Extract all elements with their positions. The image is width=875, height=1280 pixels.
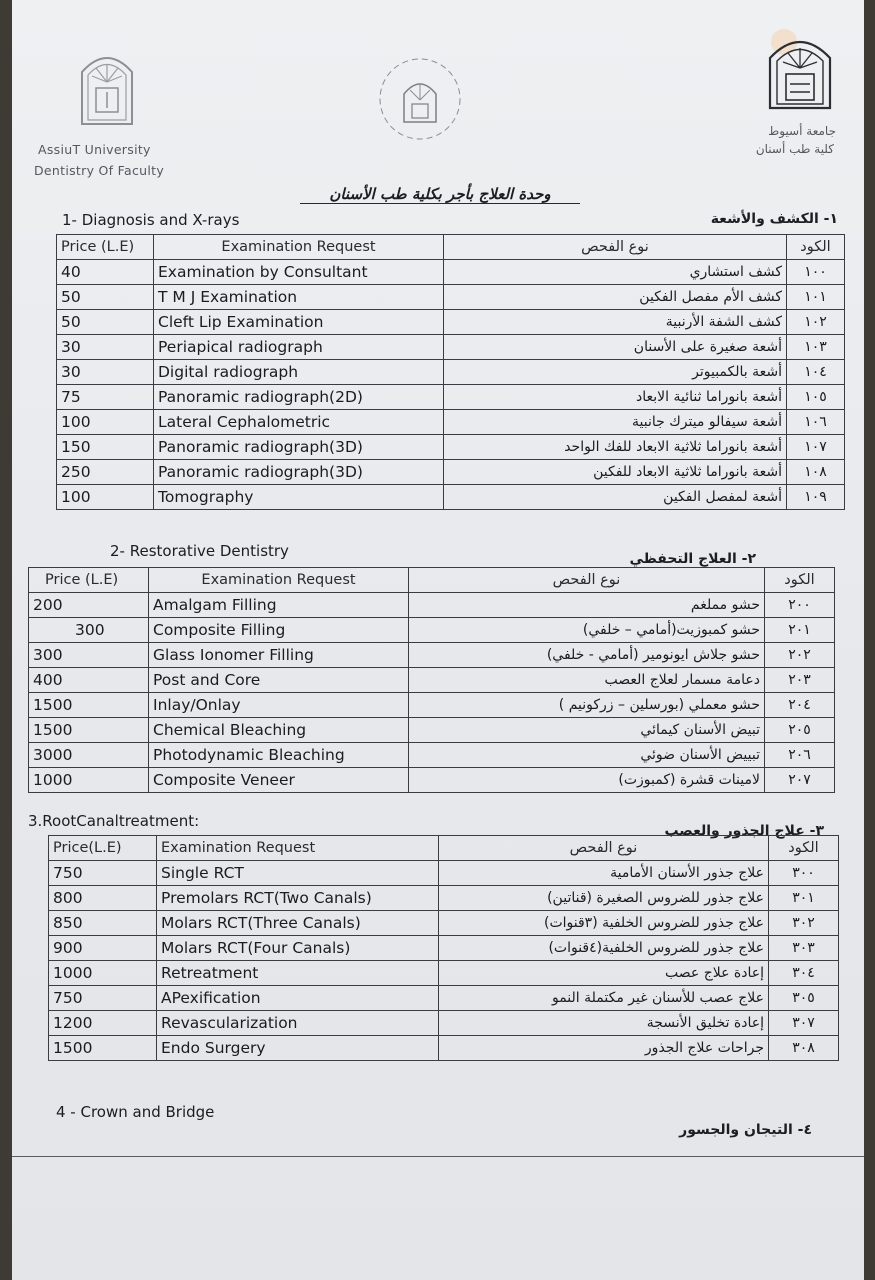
- arabic-cell: أشعة بانوراما ثنائية الابعاد: [444, 385, 787, 410]
- code-cell: ٢٠٤: [765, 693, 835, 718]
- table-row: [49, 1011, 839, 1036]
- request-cell: Digital radiograph: [154, 360, 444, 385]
- arabic-header: نوع الفحص: [439, 836, 769, 861]
- request-cell: Amalgam Filling: [149, 593, 409, 618]
- arabic-cell: دعامة مسمار لعلاج العصب: [409, 668, 765, 693]
- arabic-cell: جراحات علاج الجذور: [439, 1036, 769, 1061]
- code-cell: ٣٠٠: [769, 861, 839, 886]
- request-cell: T M J Examination: [154, 285, 444, 310]
- arabic-cell: تبيض الأسنان كيمائي: [409, 718, 765, 743]
- price-cell: 300: [29, 643, 149, 668]
- table-row: [49, 886, 839, 911]
- table-row: [57, 285, 845, 310]
- code-cell: ١٠٠: [787, 260, 845, 285]
- request-header: Examination Request: [154, 235, 444, 260]
- code-cell: ٢٠٥: [765, 718, 835, 743]
- request-cell: Chemical Bleaching: [149, 718, 409, 743]
- table-row: [57, 485, 845, 510]
- code-cell: ١٠٧: [787, 435, 845, 460]
- arabic-header: نوع الفحص: [444, 235, 787, 260]
- code-header: الكود: [769, 836, 839, 861]
- price-cell: 800: [49, 886, 157, 911]
- arabic-cell: علاج جذور للضروس الخلفية(٤قنوات): [439, 936, 769, 961]
- code-cell: ٢٠٢: [765, 643, 835, 668]
- code-cell: ٢٠٣: [765, 668, 835, 693]
- price-cell: 100: [57, 485, 154, 510]
- request-cell: Panoramic radiograph(3D): [154, 460, 444, 485]
- table-row: [49, 911, 839, 936]
- code-cell: ١٠٤: [787, 360, 845, 385]
- section-title-ar: ٤- التيجان والجسور: [679, 1122, 812, 1138]
- arabic-cell: أشعة لمفصل الفكين: [444, 485, 787, 510]
- price-cell: 750: [49, 986, 157, 1011]
- request-cell: Endo Surgery: [157, 1036, 439, 1061]
- code-cell: ١٠٩: [787, 485, 845, 510]
- request-cell: Periapical radiograph: [154, 335, 444, 360]
- code-cell: ٢٠٠: [765, 593, 835, 618]
- arabic-cell: أشعة بالكمبيوتر: [444, 360, 787, 385]
- arabic-cell: علاج عصب للأسنان غير مكتملة النمو: [439, 986, 769, 1011]
- price-table: [56, 234, 845, 510]
- price-cell: 1500: [29, 693, 149, 718]
- price-cell: 75: [57, 385, 154, 410]
- request-cell: Molars RCT(Four Canals): [157, 936, 439, 961]
- section-title-en: 2- Restorative Dentistry: [110, 542, 289, 560]
- price-table: [48, 835, 839, 1061]
- price-cell: 40: [57, 260, 154, 285]
- table-row: [57, 260, 845, 285]
- arabic-cell: علاج جذور للضروس الصغيرة (قناتين): [439, 886, 769, 911]
- arabic-cell: أشعة صغيرة على الأسنان: [444, 335, 787, 360]
- section-title-ar: ٢- العلاج التحفظي: [629, 551, 756, 567]
- price-cell: 1500: [29, 718, 149, 743]
- table-row: [29, 693, 835, 718]
- table-row: [29, 668, 835, 693]
- table-row: [29, 593, 835, 618]
- arabic-cell: أشعة بانوراما ثلاثية الابعاد للفك الواحد: [444, 435, 787, 460]
- arabic-cell: كشف الشفة الأرنبية: [444, 310, 787, 335]
- table-row: [29, 643, 835, 668]
- section-title-en: 1- Diagnosis and X-rays: [62, 211, 240, 229]
- code-cell: ١٠٢: [787, 310, 845, 335]
- price-cell: 250: [57, 460, 154, 485]
- request-cell: Post and Core: [149, 668, 409, 693]
- request-cell: Tomography: [154, 485, 444, 510]
- university-name-en: AssiuT University: [38, 142, 151, 157]
- arabic-cell: علاج جذور للضروس الخلفية (٣قنوات): [439, 911, 769, 936]
- section-title-en: 3.RootCanaltreatment:: [28, 812, 200, 830]
- price-cell: 50: [57, 285, 154, 310]
- table-row: [57, 335, 845, 360]
- code-cell: ٣٠٨: [769, 1036, 839, 1061]
- code-cell: ٣٠٧: [769, 1011, 839, 1036]
- code-cell: ١٠٨: [787, 460, 845, 485]
- code-cell: ٢٠٧: [765, 768, 835, 793]
- table-row: [57, 310, 845, 335]
- arabic-header: نوع الفحص: [409, 568, 765, 593]
- arabic-cell: علاج جذور الأسنان الأمامية: [439, 861, 769, 886]
- price-cell: 3000: [29, 743, 149, 768]
- section-title-en: 4 - Crown and Bridge: [56, 1103, 215, 1121]
- table-row: [49, 961, 839, 986]
- table-row: [29, 768, 835, 793]
- table-row: [57, 435, 845, 460]
- code-cell: ٢٠٦: [765, 743, 835, 768]
- request-cell: Premolars RCT(Two Canals): [157, 886, 439, 911]
- price-cell: 750: [49, 861, 157, 886]
- faculty-name-ar: كلية طب أسنان: [755, 142, 834, 156]
- request-cell: Glass Ionomer Filling: [149, 643, 409, 668]
- code-cell: ٣٠٣: [769, 936, 839, 961]
- page-divider: [12, 1156, 864, 1157]
- price-header: Price (L.E): [57, 235, 154, 260]
- document-title: وحدة العلاج بأجر بكلية طب الأسنان: [300, 185, 580, 204]
- request-header: Examination Request: [157, 836, 439, 861]
- document-page: [12, 0, 864, 1280]
- request-cell: Revascularization: [157, 1011, 439, 1036]
- request-cell: Panoramic radiograph(2D): [154, 385, 444, 410]
- request-cell: Lateral Cephalometric: [154, 410, 444, 435]
- table-header-row: [29, 568, 835, 593]
- price-cell: 1000: [49, 961, 157, 986]
- university-logo-icon: [764, 26, 836, 110]
- university-name-ar: جامعة أسيوط: [768, 124, 836, 138]
- table-row: [49, 936, 839, 961]
- request-header: Examination Request: [149, 568, 409, 593]
- price-cell: 50: [57, 310, 154, 335]
- code-cell: ١٠٦: [787, 410, 845, 435]
- request-cell: Panoramic radiograph(3D): [154, 435, 444, 460]
- table-row: [49, 1036, 839, 1061]
- table-row: [49, 861, 839, 886]
- arabic-cell: أشعة سيفالو ميترك جانبية: [444, 410, 787, 435]
- table-row: [57, 385, 845, 410]
- request-cell: Inlay/Onlay: [149, 693, 409, 718]
- code-cell: ١٠٥: [787, 385, 845, 410]
- request-cell: APexification: [157, 986, 439, 1011]
- code-cell: ٣٠١: [769, 886, 839, 911]
- table-row: [49, 986, 839, 1011]
- code-cell: ٣٠٤: [769, 961, 839, 986]
- request-cell: Examination by Consultant: [154, 260, 444, 285]
- faculty-seal-stamp: [374, 54, 466, 144]
- price-cell: 150: [57, 435, 154, 460]
- table-row: [57, 410, 845, 435]
- request-cell: Composite Filling: [149, 618, 409, 643]
- request-cell: Single RCT: [157, 861, 439, 886]
- price-cell: 100: [57, 410, 154, 435]
- price-cell: 900: [49, 936, 157, 961]
- code-cell: ١٠١: [787, 285, 845, 310]
- price-cell: 1000: [29, 768, 149, 793]
- table-row: [29, 618, 835, 643]
- price-cell: 300: [29, 618, 149, 643]
- table-header-row: [57, 235, 845, 260]
- request-cell: Retreatment: [157, 961, 439, 986]
- arabic-cell: لامينات قشرة (كمبوزت): [409, 768, 765, 793]
- table-row: [29, 718, 835, 743]
- arabic-cell: كشف الأم مفصل الفكين: [444, 285, 787, 310]
- price-header: Price(L.E): [49, 836, 157, 861]
- arabic-cell: أشعة بانوراما ثلاثية الابعاد للفكين: [444, 460, 787, 485]
- code-cell: ٣٠٢: [769, 911, 839, 936]
- price-cell: 850: [49, 911, 157, 936]
- code-cell: ١٠٣: [787, 335, 845, 360]
- section-title-ar: ١- الكشف والأشعة: [710, 211, 838, 227]
- code-cell: ٢٠١: [765, 618, 835, 643]
- price-cell: 30: [57, 360, 154, 385]
- code-header: الكود: [765, 568, 835, 593]
- price-header: Price (L.E): [29, 568, 149, 593]
- price-cell: 1500: [49, 1036, 157, 1061]
- arabic-cell: حشو مملغم: [409, 593, 765, 618]
- arabic-cell: حشو معملي (بورسلين – زركونيم ): [409, 693, 765, 718]
- price-cell: 200: [29, 593, 149, 618]
- price-cell: 1200: [49, 1011, 157, 1036]
- table-row: [29, 743, 835, 768]
- request-cell: Cleft Lip Examination: [154, 310, 444, 335]
- code-header: الكود: [787, 235, 845, 260]
- price-cell: 30: [57, 335, 154, 360]
- table-row: [57, 460, 845, 485]
- request-cell: Composite Veneer: [149, 768, 409, 793]
- price-cell: 400: [29, 668, 149, 693]
- request-cell: Photodynamic Bleaching: [149, 743, 409, 768]
- arabic-cell: كشف استشاري: [444, 260, 787, 285]
- arabic-cell: حشو كمبوزيت(أمامي – خلفي): [409, 618, 765, 643]
- arabic-cell: إعادة تخليق الأنسجة: [439, 1011, 769, 1036]
- arabic-cell: حشو جلاش ايونومير (أمامي - خلفي): [409, 643, 765, 668]
- university-logo-icon: [76, 42, 138, 126]
- table-row: [57, 360, 845, 385]
- table-header-row: [49, 836, 839, 861]
- code-cell: ٣٠٥: [769, 986, 839, 1011]
- arabic-cell: تبييض الأسنان ضوئي: [409, 743, 765, 768]
- price-table: [28, 567, 835, 793]
- faculty-name-en: Dentistry Of Faculty: [34, 163, 165, 178]
- arabic-cell: إعادة علاج عصب: [439, 961, 769, 986]
- request-cell: Molars RCT(Three Canals): [157, 911, 439, 936]
- section-title-ar: ٣- علاج الجذور والعصب: [664, 823, 824, 839]
